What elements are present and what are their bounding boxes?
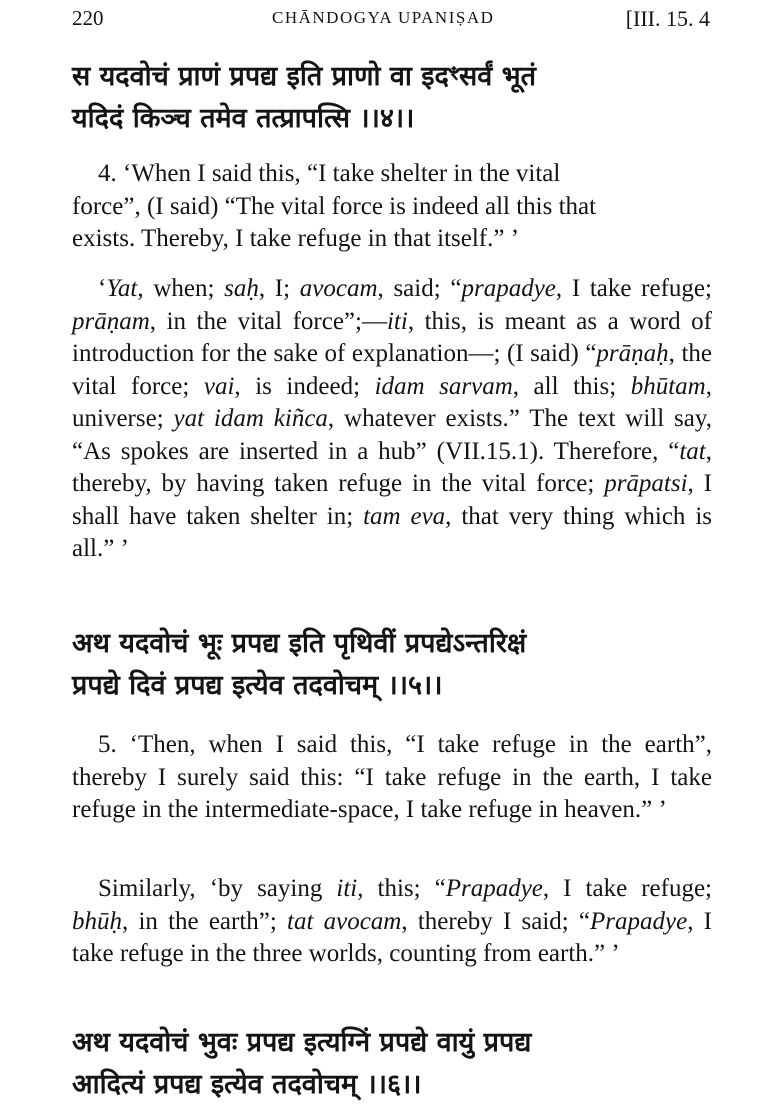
commentary-4 <box>72 273 712 566</box>
term: prapadye <box>461 275 556 302</box>
translation-line: exists. Thereby, I take refuge in that itself.” ’ <box>72 225 520 252</box>
sanskrit-verse-5 <box>72 623 712 707</box>
term: idam sarvam <box>374 372 513 400</box>
verse-line: स यदवोचं प्राणं प्रपद्य इति प्राणो वा इदꣳसर्वं भूतं <box>72 61 537 92</box>
text-run: Similarly, ‘by saying <box>98 875 337 902</box>
translation-5: 5. ‘Then, when I said this, “I take refuge in the earth”, thereby I surely said this: “I take refuge in the earth, I take refuge in the intermediate-space, I take refuge in heaven.” ’ <box>72 731 712 823</box>
translation-4 <box>72 158 712 256</box>
term: iti <box>386 307 408 335</box>
term: prāṇam <box>72 307 150 335</box>
text-run: , in the earth”; <box>122 907 288 935</box>
text-run: , universe; <box>72 372 712 432</box>
text-run: ‘ <box>98 275 107 302</box>
text-run: , that very thing which is all.” ’ <box>72 502 712 562</box>
text-run: , all this; <box>512 372 631 400</box>
commentary-5 <box>72 873 712 971</box>
text-run: , thereby I said; “ <box>401 907 591 935</box>
translation-line: force”, (I said) “The vital force is indeed all this that <box>72 192 597 220</box>
verse-line: यदिदं किञ्च तमेव तत्प्रापत्सि ।।४।। <box>72 103 415 134</box>
term: saḥ <box>224 275 259 302</box>
term: avocam <box>299 275 378 302</box>
verse-line: अथ यदवोचं भुवः प्रपद्य इत्यग्निं प्रपद्ये वायुं प्रपद्य <box>72 1027 532 1058</box>
text-run: , I take refuge; <box>542 875 712 902</box>
term: bhūtam <box>630 372 706 400</box>
book-title: CHĀNDOGYA UPANIṢAD <box>272 8 495 27</box>
text-run: , in the vital force”;— <box>149 307 387 335</box>
term: prāpatsi <box>604 470 688 497</box>
sanskrit-verse-6 <box>72 1022 712 1106</box>
term: tat avocam <box>287 907 402 935</box>
page-number: 220 <box>72 6 104 30</box>
term: Prapadye <box>445 875 543 902</box>
term: vai <box>203 372 235 400</box>
text-run: , whatever exists.” The text will say, “As spokes are inserted in a hub” (VII.15.1). Therefore, “ <box>72 405 713 465</box>
section-reference: [III. 15. 4 <box>625 6 710 31</box>
term: bhūḥ <box>72 907 122 935</box>
term: iti <box>336 875 358 902</box>
text-run: , I take refuge; <box>555 275 712 302</box>
text-run: , I shall have taken shelter in; <box>72 470 712 530</box>
text-run: , thereby, by having taken refuge in the vital force; <box>72 437 712 497</box>
running-header <box>72 6 710 36</box>
text-run: , when; <box>137 275 225 302</box>
term: Yat <box>106 275 138 302</box>
verse-line: अथ यदवोचं भूः प्रपद्य इति पृथिवीं प्रपद्येऽन्तरिक्षं <box>72 628 527 659</box>
text-run: , the vital force; <box>72 340 712 400</box>
text-run: , I; <box>258 275 300 302</box>
text-run: , is indeed; <box>234 372 375 400</box>
verse-line: आदित्यं प्रपद्य इत्येव तदवोचम् ।।६।। <box>72 1069 422 1100</box>
text-run: , said; “ <box>377 275 462 302</box>
term: yat idam kiñca <box>173 405 328 432</box>
term: tam eva <box>363 502 446 530</box>
text-run: , I take refuge in the three worlds, counting from earth.” ’ <box>72 907 712 967</box>
term: Prapadye <box>590 907 688 935</box>
term: tat <box>679 437 706 465</box>
translation-line: 4. ‘When I said this, “I take shelter in the vital <box>98 160 561 187</box>
text-run: , this; “ <box>357 875 446 902</box>
sanskrit-verse-4 <box>72 56 712 140</box>
verse-line: प्रपद्ये दिवं प्रपद्य इत्येव तदवोचम् ।।५।। <box>72 670 443 701</box>
term: prāṇaḥ <box>596 340 669 367</box>
text-run: , this, is meant as a word of introduction for the sake of explanation—; (I said) “ <box>72 307 712 367</box>
